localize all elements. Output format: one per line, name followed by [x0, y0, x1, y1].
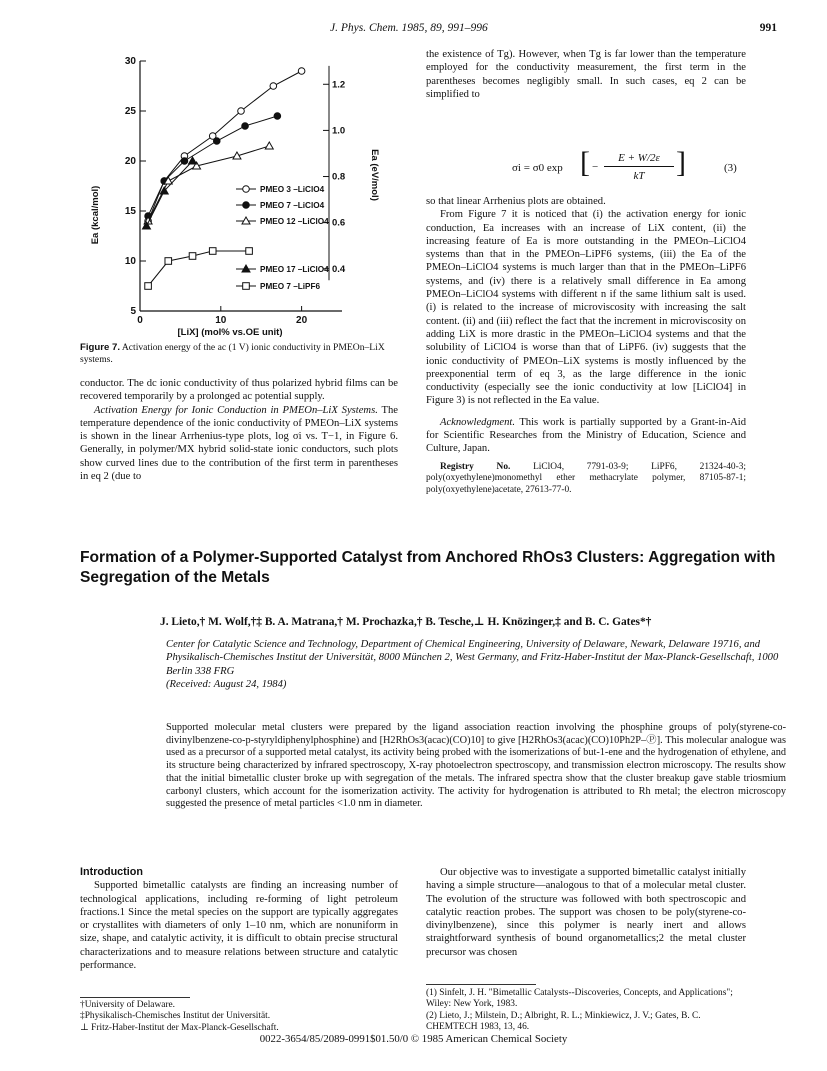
series-line-3 — [147, 161, 193, 226]
intro-right-column — [426, 866, 746, 959]
series-line-4 — [148, 251, 249, 286]
y-tick-label-right: 1.0 — [332, 125, 346, 137]
article-authors: J. Lieto,† M. Wolf,†‡ B. A. Matrana,† M. Prochazka,† B. Tesche,⊥ H. Knözinger,‡ and B. C. Gates*† — [160, 616, 652, 628]
intro-left-column — [80, 866, 398, 972]
ack-heading: Acknowledgment. — [440, 416, 516, 428]
article-affiliation — [166, 638, 786, 691]
eq-denominator: kT — [633, 170, 645, 182]
eq-bracket-left: [ — [580, 146, 590, 179]
data-point-4 — [189, 253, 196, 260]
data-point-0 — [238, 108, 245, 115]
legend-marker — [243, 186, 250, 193]
eq-numerator: E + W/2ε — [618, 152, 660, 164]
received-date: (Received: August 24, 1984) — [166, 678, 287, 690]
registry-body: LiClO4, 7791-03-9; LiPF6, 21324-40-3; poly(oxyethylene)monomethyl ether methacrylate polymer, 87105-87-1; poly(oxyethylene)acetate, 27613-77-0. — [426, 461, 746, 495]
ack-body: This work is partially supported by a Grant-in-Aid for Scientific Researches from the Ministry of Education, Science and Culture, Japan. — [426, 416, 746, 455]
registry-heading: Registry No. — [440, 461, 511, 472]
intro-heading: Introduction — [80, 866, 143, 878]
caption-text: Activation energy of the ac (1 V) ionic conductivity in PMEOn–LiX systems. — [80, 342, 385, 365]
article-abstract: Supported molecular metal clusters were prepared by the ligand association reaction involving the phosphine groups of poly(styrene-co-divinylbenzene-co-p-styryldiphenylphosphine) and [H2RhOs3(acac)(CO)10] to give [H2RhOs3(acac)(CO)10Ph2P–Ⓟ]. This molecular analogue was used as a precursor of a supported metal catalyst, its activity being probed with the isomerizations of but-1-ene and the hydrogenation of ethylene, and its structure being characterized by infrared spectroscopy, X-ray photoelectron spectroscopy, and transmission electron microscopy. The results show that the initial bimetallic cluster broke up with segregation of the metals. The infrared spectra show that the cluster breakup gave stable triosmium carbonyl clusters, which account for the isomerization activity. The activity for hydrogenation is attributed to Rh metal; the electron microscopy suggested the presence of metal particles <1.0 nm in diameter. — [166, 722, 786, 810]
right-paragraph-1: the existence of Tg). However, when Tg is far lower than the temperature employed for the conductivity measurement, the first term in the parentheses becomes negligibly small. In such cases, eq 2 can be simplified to — [426, 49, 746, 100]
data-point-1 — [242, 123, 249, 130]
x-tick-label: 10 — [215, 315, 227, 326]
y-tick-label-left: 15 — [124, 206, 136, 217]
x-tick-label: 20 — [296, 315, 308, 326]
section-heading-activation: Activation Energy for Ionic Conduction in PMEOn–LiX Systems. — [94, 404, 378, 416]
journal-reference: J. Phys. Chem. 1985, 89, 991–996 — [330, 22, 488, 34]
equation-3 — [512, 146, 744, 190]
data-point-0 — [270, 83, 277, 90]
left-paragraph-1: conductor. The dc ionic conductivity of thus polarized hybrid films can be recovered temporarily by a prolonged ac potential supply. — [80, 378, 398, 403]
eq-number: (3) — [724, 162, 737, 174]
left-paragraph-2-body: The temperature dependence of the ionic conductivity of PMEOn–LiX systems is shown in the linear Arrhenius-type plots, log σi vs. T−1, in Figure 6. Generally, in polymer/MX hybrid solid-state ionic conductors, such plots show curved lines due to the contribution of the first term in parentheses in eq 2 (due to — [80, 404, 398, 483]
legend-entry: PMEO 7 –LiClO4 — [260, 201, 325, 210]
footnote-delaware: †University of Delaware. — [80, 1000, 176, 1010]
legend-entry: PMEO 7 –LiPF6 — [260, 282, 321, 291]
eq-lhs: σi = σ0 exp — [512, 162, 563, 174]
legend-marker — [243, 202, 250, 209]
y-tick-label-right: 1.2 — [332, 79, 346, 91]
footnote-rule-right — [426, 984, 536, 985]
y-tick-label-left: 5 — [130, 306, 136, 317]
footnotes-left — [80, 1000, 398, 1034]
data-point-4 — [165, 258, 172, 265]
data-point-2 — [265, 142, 273, 149]
footnote-berlin: ⊥ Fritz-Haber-Institut der Max-Planck-Gesellschaft. — [80, 1022, 279, 1033]
y-tick-label-left: 10 — [124, 256, 136, 267]
left-column-text — [80, 377, 398, 483]
legend-marker — [243, 283, 250, 290]
legend-entry: PMEO 17 –LiClO4 — [260, 265, 329, 274]
y-tick-label-right: 0.6 — [332, 217, 346, 229]
y-tick-label-right: 0.8 — [332, 171, 346, 183]
footnote-rule-left — [80, 997, 190, 998]
right-paragraph-3: From Figure 7 it is noticed that (i) the activation energy for ionic conduction, Ea increases with an increase of LiX content, (ii) the increasing feature of Ea is more outstanding in the PMEOn–LiClO4 systems than that in the PMEOn–LiPF6 systems, (iii) the Ea of the PMEOn–LiClO4 systems is much larger than that in the PMEOn–LiPF6 systems, and (iv) there is a relatively small difference in Ea among PMEOn–LiClO4 systems with different n if the same lithium salt is used. (i) is related to the increase of microviscosity with increasing the salt content. (ii) and (iii) reflect the fact that the increment in microviscosity on adding LiX is more drastic in the PMEOn–LiClO4 systems and that the solubility of LiClO4 is worse than that of LiPF6. (iv) suggests that the ionic conductivity of PMEOn–LiX systems is mostly influenced by the preexponential term of eq 3, as the large difference in the ionic conductivity (especially see the ionic conductivity at low [LiClO4] in Figure 3) is not reflected in the Ea value. — [426, 209, 746, 407]
page-number: 991 — [759, 22, 777, 34]
data-point-0 — [298, 68, 305, 75]
acknowledgment — [426, 416, 746, 456]
caption-label: Figure 7. — [80, 342, 120, 353]
legend-entry: PMEO 3 –LiClO4 — [260, 185, 325, 194]
series-line-1 — [148, 116, 277, 216]
x-tick-label: 0 — [137, 315, 143, 326]
figure-caption — [80, 342, 398, 366]
figure-7-chart — [80, 55, 410, 345]
right-column-top — [426, 48, 746, 101]
footnote-munich: ‡Physikalisch-Chemisches Institut der Universität. — [80, 1011, 271, 1022]
y-tick-label-left: 25 — [124, 106, 136, 117]
eq-fraction-bar — [604, 166, 674, 167]
footnotes-right — [426, 988, 746, 1034]
y-tick-label-right: 0.4 — [332, 263, 346, 275]
right-paragraph-2: so that linear Arrhenius plots are obtained. — [426, 196, 606, 207]
registry-numbers — [426, 462, 746, 497]
eq-minus: − — [592, 161, 599, 173]
reference-2: (2) Lieto, J.; Milstein, D.; Albright, R. L.; Minkiewicz, J. V.; Gates, B. C. CHEMTECH 1983, 13, 46. — [426, 1010, 701, 1033]
copyright-line: 0022-3654/85/2089-0991$01.50/0 © 1985 American Chemical Society — [259, 1033, 568, 1045]
intro-left-text: Supported bimetallic catalysts are finding an increasing number of technological applications, including re-forming of light petroleum fractions.1 Since the metal species on the support are typically aggregates or crystallites with diameters of only 1–10 nm, which are nonuniform in size, shape, and catalytic activity, it is difficult to obtain precise structural characterizations and to measure relations between structure and catalytic performance. — [80, 880, 398, 972]
intro-right-text: Our objective was to investigate a supported bimetallic catalyst initially having a simple structure—analogous to that of a molecular metal cluster. The evolution of the structure was followed with both spectroscopic and catalytic reaction probes. The support was chosen to be poly(styrene-co-divinylbenzene), since this polymer is nearly inert and allows straightforward synthesis of bound organometallics;2 the metal cluster precursor was chosen — [426, 867, 746, 958]
reference-1: (1) Sinfelt, J. H. "Bimetallic Catalysts--Discoveries, Concepts, and Applications"; Wiley: New York, 1983. — [426, 988, 733, 1010]
article-title: Formation of a Polymer-Supported Catalyst from Anchored RhOs3 Clusters: Aggregation with Segregation of the Metals — [80, 549, 776, 586]
data-point-1 — [213, 138, 220, 145]
data-point-1 — [274, 113, 281, 120]
series-line-0 — [148, 71, 302, 221]
legend-entry: PMEO 12 –LiClO4 — [260, 217, 329, 226]
data-point-4 — [145, 283, 152, 290]
left-paragraph-2 — [80, 404, 398, 484]
right-column-body — [426, 195, 746, 496]
x-axis-label: [LiX] (mol% vs.OE unit) — [177, 327, 283, 338]
affiliation-text: Center for Catalytic Science and Technology, Department of Chemical Engineering, University of Delaware, Newark, Delaware 19716, and Physikalisch-Chemisches Institut der Universität, 8000 München 2, West Germany, and Fritz-Haber-Institut der Max-Planck-Gesellschaft, 1000 Berlin 338 FRG — [166, 639, 779, 677]
y-tick-label-left: 20 — [124, 156, 136, 167]
data-point-4 — [209, 248, 216, 255]
y-axis-label-right: Ea (eV/mol) — [369, 149, 380, 201]
y-axis-label-left: Ea (kcal/mol) — [90, 185, 101, 245]
data-point-1 — [181, 158, 188, 165]
y-tick-label-left: 30 — [124, 56, 136, 67]
data-point-4 — [246, 248, 253, 255]
eq-bracket-right: ] — [676, 146, 686, 179]
